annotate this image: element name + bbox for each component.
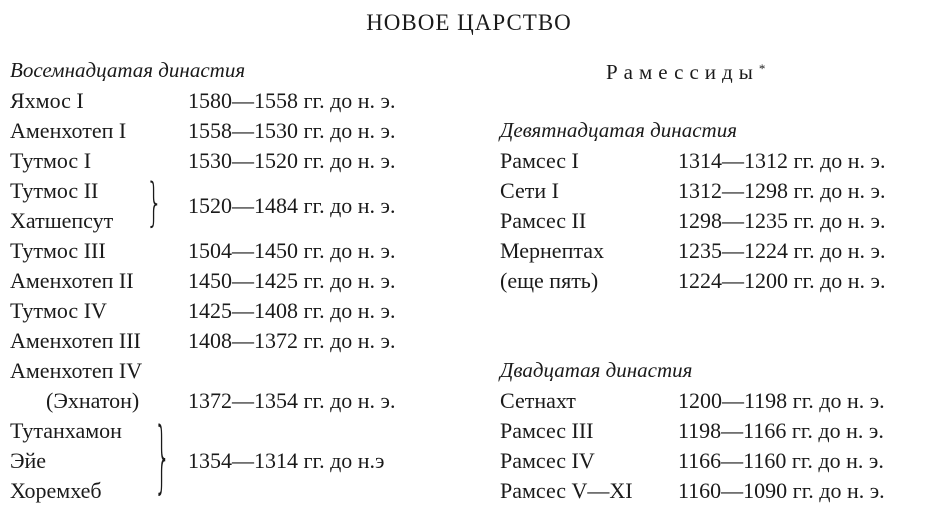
table-row [10,358,210,388]
reign-dates: 1450—1425 гг. до н. э. [188,268,396,293]
pharaoh-name: Яхмос I [10,88,84,113]
pharaoh-name: Мернептах [500,238,604,263]
table-row [10,328,460,358]
pharaoh-name: Аменхотеп IV [10,358,143,383]
table-row [500,238,936,268]
pharaoh-name: Хоремхеб [10,478,102,503]
pharaoh-name: Рамсес II [500,208,587,233]
reign-dates: 1198—1166 гг. до н. э. [678,418,884,443]
reign-dates: 1520—1484 гг. до н. э. [188,193,396,218]
table-row [10,118,460,148]
table-row [10,388,460,418]
pharaoh-name: Рамсес IV [500,448,595,473]
table-row [500,268,936,298]
pharaoh-name: Сетнахт [500,388,576,413]
dynasty-19-heading: Девятнадцатая династия [500,118,737,142]
reign-dates: 1530—1520 гг. до н. э. [188,148,396,173]
table-row [10,178,150,208]
reign-dates: 1166—1160 гг. до н. э. [678,448,884,473]
reign-dates: 1558—1530 гг. до н. э. [188,118,396,143]
group-dates [188,448,458,478]
pharaoh-name: Рамсес III [500,418,594,443]
reign-dates: 1372—1354 гг. до н. э. [188,388,396,413]
pharaoh-name: Тутмос I [10,148,92,173]
pharaoh-name: Рамсес V—XI [500,478,633,503]
pharaoh-name: Хатшепсут [10,208,114,233]
table-row [500,208,936,238]
table-row [10,298,460,328]
dynasty-20-heading: Двадцатая династия [500,358,693,382]
ramessides-heading [606,60,765,85]
page-title: НОВОЕ ЦАРСТВО [366,10,572,35]
brace-icon: } [146,174,163,234]
ramessides-label: Рамессиды [606,60,759,84]
table-row [10,268,460,298]
pharaoh-name: Тутанхамон [10,418,122,443]
table-row [10,418,160,448]
reign-dates: 1314—1312 гг. до н. э. [678,148,886,173]
reign-dates: 1354—1314 гг. до н.э [188,448,385,473]
reign-dates: 1235—1224 гг. до н. э. [678,238,886,263]
pharaoh-name: Аменхотеп III [10,328,141,353]
reign-dates: 1312—1298 гг. до н. э. [678,178,886,203]
pharaoh-name: Рамсес I [500,148,579,173]
table-row [10,148,460,178]
group-dates [188,193,458,223]
pharaoh-name: Аменхотеп I [10,118,127,143]
pharaoh-name: Эйе [10,448,47,473]
pharaoh-name: Тутмос III [10,238,106,263]
reign-dates: 1224—1200 гг. до н. э. [678,268,886,293]
reign-dates: 1200—1198 гг. до н. э. [678,388,885,413]
footnote-mark: * [758,61,766,76]
table-row [500,418,936,448]
dynasty-18-heading: Восемнадцатая династия [10,58,246,82]
table-row [500,478,936,508]
table-row [500,388,936,418]
pharaoh-name: Тутмос IV [10,298,107,323]
table-row [500,448,936,478]
reign-dates: 1504—1450 гг. до н. э. [188,238,396,263]
reign-dates: 1408—1372 гг. до н. э. [188,328,396,353]
pharaoh-name: Сети I [500,178,559,203]
brace-icon: } [154,414,171,504]
pharaoh-name: (Эхнатон) [46,388,140,413]
pharaoh-name: Аменхотеп II [10,268,134,293]
reign-dates: 1425—1408 гг. до н. э. [188,298,396,323]
table-row [10,478,160,508]
table-row [500,178,936,208]
reign-dates: 1160—1090 гг. до н. э. [678,478,885,503]
pharaoh-name: Тутмос II [10,178,99,203]
pharaoh-name: (еще пять) [500,268,599,293]
table-row [10,238,460,268]
table-row [10,208,150,238]
table-row [10,88,460,118]
table-row [500,148,936,178]
reign-dates: 1580—1558 гг. до н. э. [188,88,396,113]
table-row [10,448,160,478]
reign-dates: 1298—1235 гг. до н. э. [678,208,886,233]
